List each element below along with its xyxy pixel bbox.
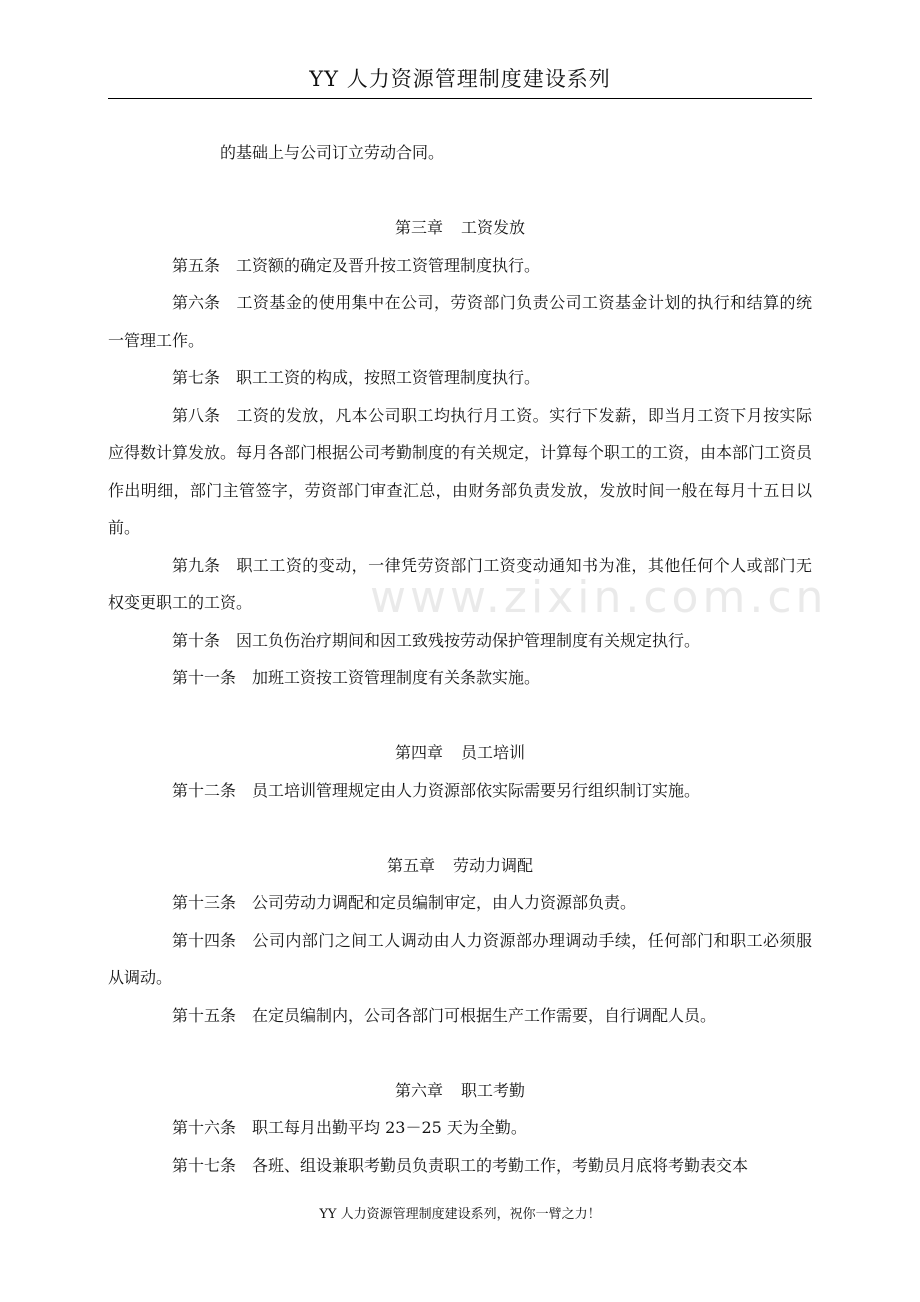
chapter-title: 员工培训 [461,743,526,762]
article-number: 第五条 [172,255,221,275]
article-number: 第十一条 [172,668,237,687]
article [108,622,812,660]
article [108,547,812,622]
page-footer [0,1205,920,1225]
chapter-number: 第五章 [386,855,435,875]
article-number: 第十三条 [172,893,237,912]
article-text: 工资基金的使用集中在公司，劳资部门负责公司工资基金计划的执行和结算的统一管理工作。 [108,293,812,350]
chapter-heading [108,847,812,885]
article [108,1147,812,1185]
article-number: 第八条 [172,405,221,425]
article-text: 职工工资的变动，一律凭劳资部门工资变动通知书为准，其他任何个人或部门无权变更职工的工资。 [108,555,812,612]
article-text: 公司内部门之间工人调动由人力资源部办理调动手续，任何部门和职工必须服从调动。 [108,930,812,987]
article-text: 职工工资的构成，按照工资管理制度执行。 [236,368,541,387]
article-text: 工资的发放，凡本公司职工均执行月工资。实行下发薪，即当月工资下月按实际应得数计算发放。每月各部门根据公司考勤制度的有关规定，计算每个职工的工资，由本部门工资员作出明细，部门主管签字，劳资部门审查汇总，由财务部负责发放，发放时间一般在每月十五日以前。 [108,405,813,537]
article-text: 各班、组设兼职考勤员负责职工的考勤工作，考勤员月底将考勤表交本 [252,1155,749,1175]
document-body [108,134,812,1184]
chapter-title: 工资发放 [461,218,526,237]
article-number: 第七条 [172,368,221,387]
article-number: 第十条 [172,630,221,650]
chapter-heading [108,734,812,772]
article-text: 公司劳动力调配和定员编制审定，由人力资源部负责。 [252,893,637,912]
header-title: YY 人力资源管理制度建设系列 [309,67,611,91]
article-number: 第十二条 [172,780,237,800]
chapter-title: 劳动力调配 [453,855,534,875]
article-number: 第六条 [172,293,221,312]
article [108,359,812,397]
article-text: 因工负伤治疗期间和因工致残按劳动保护管理制度有关规定执行。 [236,630,701,650]
article [108,997,812,1035]
chapter-heading [108,209,812,247]
article-text: 员工培训管理规定由人力资源部依实际需要另行组织制订实施。 [252,780,701,800]
article [108,772,812,810]
article [108,659,812,697]
article-number: 第十五条 [172,1005,237,1025]
chapter-number: 第四章 [394,743,443,762]
article [108,1109,812,1147]
footer-text: YY 人力资源管理制度建设系列，祝你一臂之力！ [319,1207,601,1222]
article-text: 工资额的确定及晋升按工资管理制度执行。 [236,255,541,275]
article-number: 第十七条 [172,1155,237,1175]
article-number: 第十四条 [172,930,237,950]
article-number: 第九条 [172,555,221,575]
article [108,397,812,547]
watermark: www.zixin.com.cn [370,572,828,623]
article-number: 第十六条 [172,1118,237,1137]
article-text: 加班工资按工资管理制度有关条款实施。 [252,668,541,687]
chapter-heading [108,1072,812,1110]
page-header [108,62,812,99]
article [108,284,812,359]
chapter-title: 职工考勤 [461,1080,526,1100]
article-text: 职工每月出勤平均 23－25 天为全勤。 [252,1118,527,1137]
continuation-paragraph: 的基础上与公司订立劳动合同。 [220,143,445,162]
article [108,884,812,922]
chapter-number: 第六章 [394,1080,443,1100]
chapter-number: 第三章 [394,218,443,237]
article [108,247,812,285]
article-text: 在定员编制内，公司各部门可根据生产工作需要，自行调配人员。 [252,1005,717,1025]
article [108,922,812,997]
